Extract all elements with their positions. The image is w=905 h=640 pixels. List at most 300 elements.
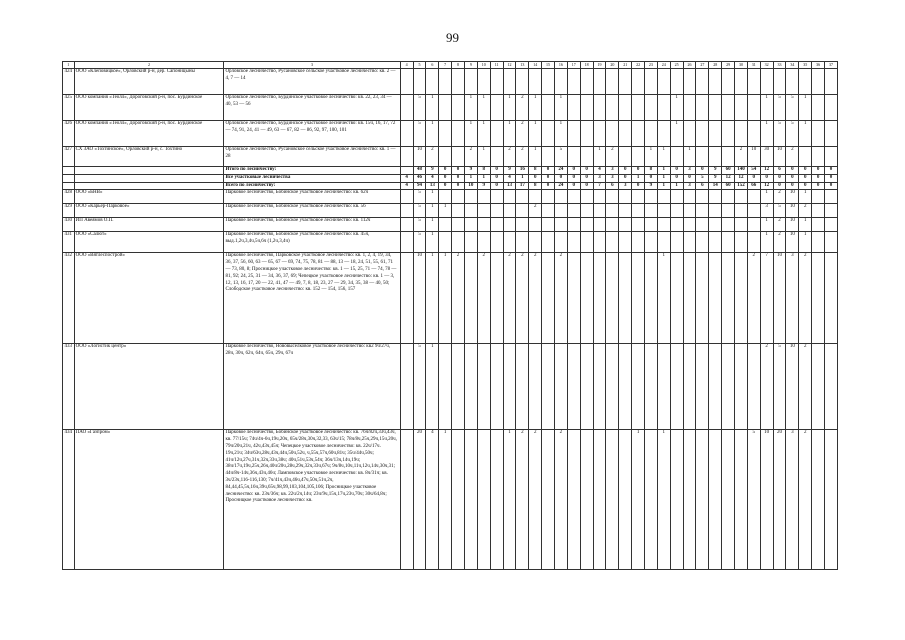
- value-cell: 1: [799, 190, 812, 204]
- value-cell: [593, 121, 606, 147]
- value-cell: [619, 204, 632, 218]
- table-row: [63, 232, 838, 253]
- total-value-cell: 8: [529, 167, 542, 175]
- total-value-cell: 6: [606, 182, 619, 190]
- value-cell: [542, 253, 555, 344]
- value-cell: [400, 95, 413, 121]
- total-value-cell: 1: [670, 182, 683, 190]
- value-cell: [645, 218, 658, 232]
- value-cell: [452, 430, 465, 570]
- column-number: 20: [606, 62, 619, 69]
- value-cell: [722, 95, 735, 121]
- column-number: 17: [567, 62, 580, 69]
- value-cell: 1: [760, 232, 773, 253]
- value-cell: 5: [413, 204, 426, 218]
- value-cell: [632, 232, 645, 253]
- value-cell: [812, 121, 825, 147]
- value-cell: 2: [799, 204, 812, 218]
- total-value-cell: 1: [477, 174, 490, 182]
- value-cell: [799, 69, 812, 95]
- value-cell: [735, 95, 748, 121]
- value-cell: 1: [670, 121, 683, 147]
- value-cell: [619, 95, 632, 121]
- total-value-cell: 0: [542, 167, 555, 175]
- value-cell: [567, 121, 580, 147]
- value-cell: [464, 69, 477, 95]
- value-cell: 1: [799, 218, 812, 232]
- value-cell: [542, 344, 555, 430]
- value-cell: 2: [516, 121, 529, 147]
- value-cell: 5: [413, 344, 426, 430]
- column-number: 27: [696, 62, 709, 69]
- total-value-cell: 13: [426, 182, 439, 190]
- table-row: [63, 344, 838, 430]
- value-cell: [619, 232, 632, 253]
- value-cell: [542, 147, 555, 167]
- value-cell: [657, 218, 670, 232]
- total-value-cell: 0: [619, 167, 632, 175]
- value-cell: [683, 204, 696, 218]
- total-value-cell: 4: [503, 174, 516, 182]
- total-value-cell: 9: [477, 182, 490, 190]
- value-cell: [696, 147, 709, 167]
- value-cell: [606, 69, 619, 95]
- row-number: [63, 167, 75, 175]
- organization-cell: [74, 167, 224, 175]
- organization-cell: ООО «Клеповицкое», Орловский р-н, дер. Сапоницыны: [74, 69, 224, 95]
- value-cell: [709, 204, 722, 218]
- value-cell: [464, 218, 477, 232]
- column-number: 3: [224, 62, 400, 69]
- value-cell: [709, 344, 722, 430]
- value-cell: [632, 69, 645, 95]
- value-cell: [567, 147, 580, 167]
- column-number: 10: [477, 62, 490, 69]
- value-cell: 10: [786, 232, 799, 253]
- value-cell: [722, 232, 735, 253]
- column-number: 31: [747, 62, 760, 69]
- row-number: 428: [63, 190, 75, 204]
- organization-cell: ИП Авеямов О.П.: [74, 218, 224, 232]
- value-cell: [400, 190, 413, 204]
- total-value-cell: 0: [799, 182, 812, 190]
- value-cell: [452, 204, 465, 218]
- row-number: 434: [63, 430, 75, 570]
- value-cell: [683, 121, 696, 147]
- value-cell: 5: [747, 430, 760, 570]
- value-cell: [439, 344, 452, 430]
- value-cell: [554, 218, 567, 232]
- value-cell: [490, 218, 503, 232]
- value-cell: [735, 344, 748, 430]
- total-value-cell: 0: [439, 182, 452, 190]
- value-cell: [696, 253, 709, 344]
- value-cell: 2: [747, 253, 760, 344]
- value-cell: [696, 344, 709, 430]
- value-cell: [825, 95, 838, 121]
- value-cell: [580, 204, 593, 218]
- value-cell: [567, 190, 580, 204]
- column-number: 5: [413, 62, 426, 69]
- value-cell: [400, 204, 413, 218]
- value-cell: [580, 95, 593, 121]
- value-cell: [503, 232, 516, 253]
- value-cell: [439, 218, 452, 232]
- value-cell: [747, 232, 760, 253]
- total-value-cell: 0: [490, 174, 503, 182]
- total-value-cell: 0: [632, 182, 645, 190]
- value-cell: 2: [529, 204, 542, 218]
- total-value-cell: 8: [645, 167, 658, 175]
- value-cell: [619, 190, 632, 204]
- value-cell: 1: [439, 430, 452, 570]
- location-cell: Парковое лесничество, Бобинское участковое лесничество: кв. 62ч: [224, 190, 400, 204]
- value-cell: [503, 69, 516, 95]
- value-cell: [683, 69, 696, 95]
- value-cell: [657, 121, 670, 147]
- value-cell: 20: [413, 430, 426, 570]
- total-value-cell: [400, 167, 413, 175]
- value-cell: 1: [645, 147, 658, 167]
- value-cell: [683, 232, 696, 253]
- value-cell: [722, 69, 735, 95]
- total-value-cell: 0: [452, 174, 465, 182]
- value-cell: [632, 147, 645, 167]
- total-value-cell: 0: [812, 167, 825, 175]
- value-cell: [503, 344, 516, 430]
- row-number: 430: [63, 218, 75, 232]
- value-cell: 2: [529, 430, 542, 570]
- value-cell: [670, 147, 683, 167]
- column-number: 7: [439, 62, 452, 69]
- total-value-cell: 12: [760, 167, 773, 175]
- value-cell: [490, 121, 503, 147]
- value-cell: 10: [786, 190, 799, 204]
- value-cell: [516, 232, 529, 253]
- value-cell: [490, 69, 503, 95]
- value-cell: 2: [464, 147, 477, 167]
- row-number: [63, 174, 75, 182]
- value-cell: [786, 69, 799, 95]
- column-number: 26: [683, 62, 696, 69]
- value-cell: [580, 190, 593, 204]
- value-cell: 2: [516, 147, 529, 167]
- value-cell: 1: [464, 121, 477, 147]
- value-cell: 1: [426, 218, 439, 232]
- value-cell: [670, 204, 683, 218]
- organization-cell: ООО компания «Теолл», Дороговский р-н, пос. Бурдинское: [74, 121, 224, 147]
- value-cell: [580, 253, 593, 344]
- value-cell: [760, 69, 773, 95]
- value-cell: 1: [657, 147, 670, 167]
- column-number: 1: [63, 62, 75, 69]
- value-cell: 10: [786, 218, 799, 232]
- total-value-cell: 24: [554, 167, 567, 175]
- total-row: [63, 167, 838, 175]
- value-cell: 1: [554, 121, 567, 147]
- value-cell: 5: [786, 121, 799, 147]
- total-value-cell: 152: [735, 182, 748, 190]
- value-cell: 1: [426, 232, 439, 253]
- column-number: 9: [464, 62, 477, 69]
- value-cell: 5: [786, 95, 799, 121]
- total-value-cell: 60: [722, 167, 735, 175]
- forestry-table: [62, 61, 838, 570]
- value-cell: [825, 218, 838, 232]
- table-row: [63, 147, 838, 167]
- value-cell: 1: [439, 253, 452, 344]
- value-cell: [439, 147, 452, 167]
- value-cell: 2: [606, 147, 619, 167]
- value-cell: [645, 69, 658, 95]
- value-cell: [722, 430, 735, 570]
- total-value-cell: 0: [670, 167, 683, 175]
- value-cell: 20: [773, 430, 786, 570]
- value-cell: [567, 253, 580, 344]
- total-value-cell: 0: [825, 174, 838, 182]
- value-cell: [452, 344, 465, 430]
- value-cell: [696, 95, 709, 121]
- value-cell: [567, 218, 580, 232]
- value-cell: [542, 218, 555, 232]
- table-row: [63, 95, 838, 121]
- value-cell: [464, 344, 477, 430]
- total-value-cell: 0: [452, 167, 465, 175]
- value-cell: [580, 232, 593, 253]
- location-cell: Орловское лесничество, Русановское сельское участковое лесничество: кв. 1 — 28: [224, 147, 400, 167]
- value-cell: [825, 430, 838, 570]
- column-number: 33: [773, 62, 786, 69]
- value-cell: [722, 147, 735, 167]
- value-cell: [464, 232, 477, 253]
- value-cell: [619, 218, 632, 232]
- value-cell: [516, 344, 529, 430]
- total-value-cell: 0: [529, 174, 542, 182]
- organization-cell: СХ ЗАО «Тохтинское», Орловский р-н, с. Тохтино: [74, 147, 224, 167]
- value-cell: [580, 121, 593, 147]
- organization-cell: ПАО «Газпром»: [74, 430, 224, 570]
- value-cell: 4: [426, 430, 439, 570]
- value-cell: [413, 69, 426, 95]
- value-cell: [670, 344, 683, 430]
- column-number: 8: [452, 62, 465, 69]
- value-cell: 5: [413, 121, 426, 147]
- value-cell: [567, 232, 580, 253]
- value-cell: 1: [426, 95, 439, 121]
- value-cell: [632, 121, 645, 147]
- value-cell: [632, 95, 645, 121]
- location-cell: Орловское лесничество, Бурдинское участковое лесничество: кв. 22, 23, 34 — 40, 53 — 56: [224, 95, 400, 121]
- column-number: 32: [760, 62, 773, 69]
- total-value-cell: 3: [683, 182, 696, 190]
- value-cell: 2: [503, 253, 516, 344]
- row-number: 426: [63, 121, 75, 147]
- value-cell: [696, 69, 709, 95]
- value-cell: 1: [426, 190, 439, 204]
- value-cell: [490, 430, 503, 570]
- value-cell: [645, 232, 658, 253]
- value-cell: [812, 344, 825, 430]
- value-cell: [670, 218, 683, 232]
- value-cell: [645, 430, 658, 570]
- total-value-cell: 0: [542, 174, 555, 182]
- value-cell: [735, 253, 748, 344]
- value-cell: [593, 190, 606, 204]
- value-cell: [812, 190, 825, 204]
- value-cell: [709, 218, 722, 232]
- value-cell: [516, 69, 529, 95]
- total-value-cell: 48: [413, 167, 426, 175]
- location-cell: Орловское лесничество, Русановское сельское участковое лесничество: кв. 2 — 4, 7 — 14: [224, 69, 400, 95]
- value-cell: [683, 190, 696, 204]
- total-value-cell: 9: [709, 167, 722, 175]
- row-number: 432: [63, 253, 75, 344]
- value-cell: [542, 430, 555, 570]
- value-cell: 2: [503, 147, 516, 167]
- value-cell: [477, 204, 490, 218]
- value-cell: [606, 232, 619, 253]
- value-cell: 3: [786, 253, 799, 344]
- value-cell: [606, 95, 619, 121]
- value-cell: [657, 232, 670, 253]
- value-cell: [696, 121, 709, 147]
- value-cell: [632, 344, 645, 430]
- value-cell: 1: [683, 147, 696, 167]
- value-cell: 1: [529, 121, 542, 147]
- value-cell: [400, 344, 413, 430]
- value-cell: 2: [786, 147, 799, 167]
- value-cell: [709, 430, 722, 570]
- value-cell: [439, 190, 452, 204]
- total-value-cell: 1: [657, 167, 670, 175]
- value-cell: [747, 69, 760, 95]
- value-cell: [593, 430, 606, 570]
- value-cell: 1: [657, 253, 670, 344]
- value-cell: [632, 218, 645, 232]
- value-cell: [503, 218, 516, 232]
- value-cell: [735, 430, 748, 570]
- value-cell: 1: [503, 430, 516, 570]
- value-cell: [619, 147, 632, 167]
- total-value-cell: 14: [709, 182, 722, 190]
- value-cell: [554, 344, 567, 430]
- value-cell: [477, 218, 490, 232]
- row-number: 431: [63, 232, 75, 253]
- column-number: 19: [593, 62, 606, 69]
- value-cell: [825, 204, 838, 218]
- value-cell: [645, 204, 658, 218]
- value-cell: 2: [735, 147, 748, 167]
- value-cell: [709, 95, 722, 121]
- total-value-cell: 60: [722, 182, 735, 190]
- value-cell: 5: [413, 232, 426, 253]
- value-cell: [439, 69, 452, 95]
- column-number: 18: [580, 62, 593, 69]
- column-number: 6: [426, 62, 439, 69]
- total-value-cell: 0: [439, 167, 452, 175]
- value-cell: [477, 190, 490, 204]
- value-cell: [516, 204, 529, 218]
- value-cell: [490, 204, 503, 218]
- value-cell: [452, 121, 465, 147]
- value-cell: [709, 147, 722, 167]
- location-cell: Орловское лесничество, Бурдинское участковое лесничество: кв. 15ч, 16, 17, 72 — 74, 91, 24, 41 — 49, 63 — 67, 82 — 86, 92, 97, 100, 101: [224, 121, 400, 147]
- value-cell: [812, 218, 825, 232]
- value-cell: [529, 218, 542, 232]
- value-cell: [606, 218, 619, 232]
- value-cell: [683, 344, 696, 430]
- total-value-cell: 0: [645, 174, 658, 182]
- value-cell: 1: [477, 147, 490, 167]
- value-cell: [645, 121, 658, 147]
- value-cell: [606, 430, 619, 570]
- total-value-cell: 66: [747, 182, 760, 190]
- value-cell: [812, 204, 825, 218]
- value-cell: [747, 344, 760, 430]
- row-number: 429: [63, 204, 75, 218]
- value-cell: 1: [426, 121, 439, 147]
- value-cell: 2: [554, 253, 567, 344]
- total-value-cell: 0: [452, 182, 465, 190]
- value-cell: 10: [786, 204, 799, 218]
- value-cell: [439, 121, 452, 147]
- value-cell: [606, 204, 619, 218]
- total-value-cell: 0: [683, 174, 696, 182]
- value-cell: [735, 232, 748, 253]
- total-value-cell: 0: [580, 182, 593, 190]
- value-cell: [477, 344, 490, 430]
- total-value-cell: 9: [426, 167, 439, 175]
- value-cell: [696, 218, 709, 232]
- value-cell: [452, 218, 465, 232]
- total-value-cell: 9: [464, 167, 477, 175]
- total-value-cell: 0: [567, 167, 580, 175]
- value-cell: [747, 218, 760, 232]
- total-value-cell: 8: [529, 182, 542, 190]
- value-cell: 1: [477, 95, 490, 121]
- value-cell: [554, 69, 567, 95]
- value-cell: 7: [760, 253, 773, 344]
- column-number: 37: [825, 62, 838, 69]
- value-cell: [696, 430, 709, 570]
- value-cell: [722, 204, 735, 218]
- value-cell: [452, 190, 465, 204]
- column-number: 29: [722, 62, 735, 69]
- value-cell: [722, 190, 735, 204]
- column-number: 2: [74, 62, 224, 69]
- value-cell: [657, 95, 670, 121]
- value-cell: [735, 218, 748, 232]
- total-value-cell: 0: [799, 174, 812, 182]
- column-number: 11: [490, 62, 503, 69]
- total-value-cell: 0: [786, 167, 799, 175]
- value-cell: [812, 69, 825, 95]
- total-value-cell: 0: [554, 174, 567, 182]
- value-cell: 5: [773, 121, 786, 147]
- value-cell: [542, 95, 555, 121]
- value-cell: [632, 253, 645, 344]
- value-cell: 3: [786, 430, 799, 570]
- value-cell: [593, 204, 606, 218]
- total-value-cell: 9: [645, 182, 658, 190]
- value-cell: 1: [529, 95, 542, 121]
- value-cell: [567, 95, 580, 121]
- value-cell: 10: [773, 147, 786, 167]
- value-cell: 2: [426, 147, 439, 167]
- value-cell: [670, 253, 683, 344]
- value-cell: [825, 190, 838, 204]
- value-cell: [542, 204, 555, 218]
